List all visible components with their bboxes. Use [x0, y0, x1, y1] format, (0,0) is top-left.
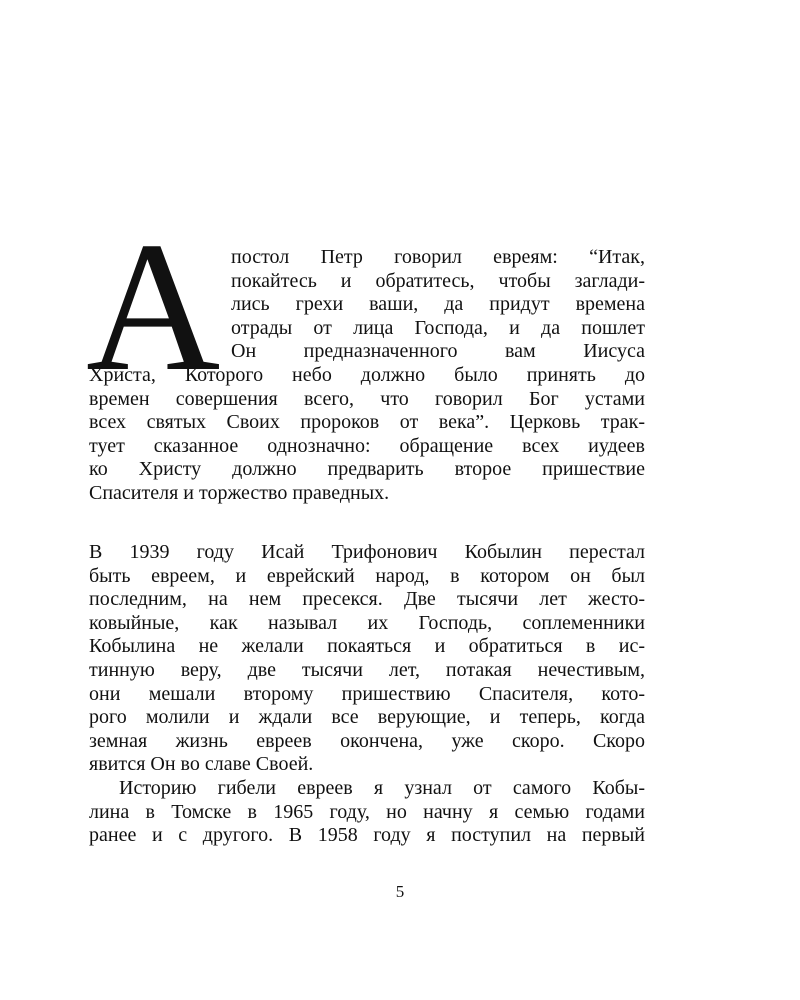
text-line: ко Христу должно предварить второе пришествие [89, 458, 645, 481]
drop-cap-letter: А [86, 204, 221, 410]
text-line: отрады от лица Господа, и да пошлет [231, 316, 645, 339]
text-line: ковыйные, как называл их Господь, соплеменники [89, 611, 645, 634]
text-line: покайтесь и обратитесь, чтобы заглади- [231, 269, 645, 292]
text-line: всех святых Своих пророков от века”. Церковь трак- [89, 411, 645, 434]
text-line: тинную веру, две тысячи лет, потакая нечестивым, [89, 658, 645, 681]
text-line: времен совершения всего, что говорил Бог устами [89, 387, 645, 410]
text-line: Христа, Которого небо должно было принять до [89, 363, 645, 386]
text-line: постол Петр говорил евреям: “Итак, [231, 246, 645, 268]
text-line: последним, на нем пресекся. Две тысячи лет жесто- [89, 588, 645, 611]
text-line: быть евреем, и еврейский народ, в котором он был [89, 564, 645, 587]
text-line: Кобылина не желали покаяться и обратиться в ис- [89, 635, 645, 658]
page-number: 5 [395, 882, 405, 901]
text-line: тует сказанное однозначно: обращение всех иудеев [89, 434, 645, 457]
text-line: Спасителя и торжество праведных. [89, 481, 390, 504]
intro-paragraph [89, 246, 645, 506]
text-line: земная жизнь евреев окончена, уже скоро. Скоро [89, 729, 645, 752]
text-line: явится Он во славе Своей. [89, 753, 314, 776]
text-line: Историю гибели евреев я узнал от самого Кобы- [119, 776, 645, 799]
text-line: В 1939 году Исай Трифонович Кобылин перестал [89, 541, 645, 563]
main-paragraphs [89, 541, 645, 848]
text-line: ранее и с другого. В 1958 году я поступил на первый [89, 824, 645, 847]
text-line: лина в Томске в 1965 году, но начну я семью годами [89, 800, 645, 823]
text-line: они мешали второму пришествию Спасителя, кото- [89, 682, 645, 705]
text-line: лись грехи ваши, да придут времена [231, 293, 645, 316]
text-line: рого молили и ждали все верующие, и теперь, когда [89, 706, 645, 729]
text-line: Он предназначенного вам Иисуса [231, 340, 645, 363]
